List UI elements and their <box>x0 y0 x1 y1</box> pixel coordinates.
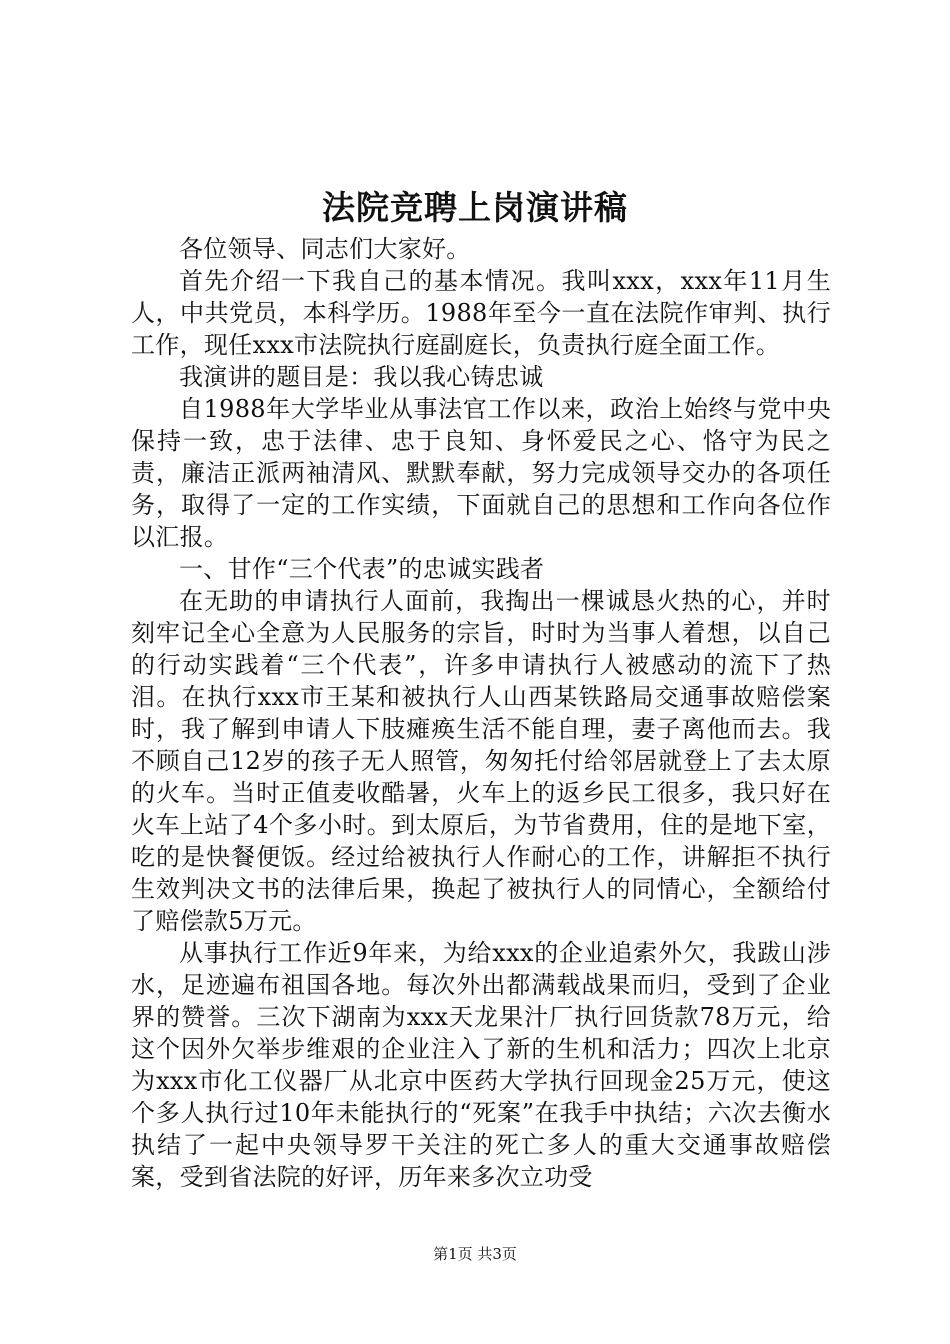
paragraph-greeting: 各位领导、同志们大家好。 <box>179 235 471 263</box>
document-body <box>131 233 831 1193</box>
paragraph-case-taiyuan: 在无助的申请执行人面前，我掏出一棵诚恳火热的心，并时刻牢记全心全意为人民服务的宗旨，时时为当事人着想，以自己的行动实践着“三个代表”，许多申请执行人被感动的流下了热泪。在执行xxx市王某和被执行人山西某铁路局交通事故赔偿案时，我了解到申请人下肢瘫痪生活不能自理，妻子离他而去。我不顾自己12岁的孩子无人照管，匆匆托付给邻居就登上了去太原的火车。当时正值麦收酷暑，火车上的返乡民工很多，我只好在火车上站了4个多小时。到太原后，为节省费用，住的是地下室，吃的是快餐便饭。经过给被执行人作耐心的工作，讲解拒不执行生效判决文书的法律后果，换起了被执行人的同情心，全额给付了赔偿款5万元。 <box>131 587 831 935</box>
paragraph-enforcement-record: 从事执行工作近9年来，为给xxx的企业追索外欠，我跋山涉水，足迹遍布祖国各地。每次外出都满载战果而归，受到了企业界的赞誉。三次下湖南为xxx天龙果汁厂执行回货款78万元，给这个因外欠举步维艰的企业注入了新的生机和活力；四次上北京为xxx市化工仪器厂从北京中医药大学执行回现金25万元，使这个多人执行过10年未能执行的“死案”在我手中执结；六次去衡水执结了一起中央领导罗干关注的死亡多人的重大交通事故赔偿案，受到省法院的好评，历年来多次立功受 <box>131 939 831 1191</box>
document-title: 法院竞聘上岗演讲稿 <box>322 188 628 227</box>
page-footer: 第1页 共3页 <box>433 1245 517 1263</box>
paragraph-self-introduction: 首先介绍一下我自己的基本情况。我叫xxx，xxx年11月生人，中共党员，本科学历。1988年至今一直在法院作审判、执行工作，现任xxx市法院执行庭副庭长，负责执行庭全面工作。 <box>131 267 831 359</box>
section-heading-1: 一、甘作“三个代表”的忠诚实践者 <box>179 555 545 583</box>
paragraph-speech-topic: 我演讲的题目是：我以我心铸忠诚 <box>179 363 544 391</box>
paragraph-career-summary: 自1988年大学毕业从事法官工作以来，政治上始终与党中央保持一致，忠于法律、忠于良知、身怀爱民之心、恪守为民之责，廉洁正派两袖清风、默默奉献，努力完成领导交办的各项任务，取得了一定的工作实绩，下面就自己的思想和工作向各位作以汇报。 <box>131 395 831 551</box>
